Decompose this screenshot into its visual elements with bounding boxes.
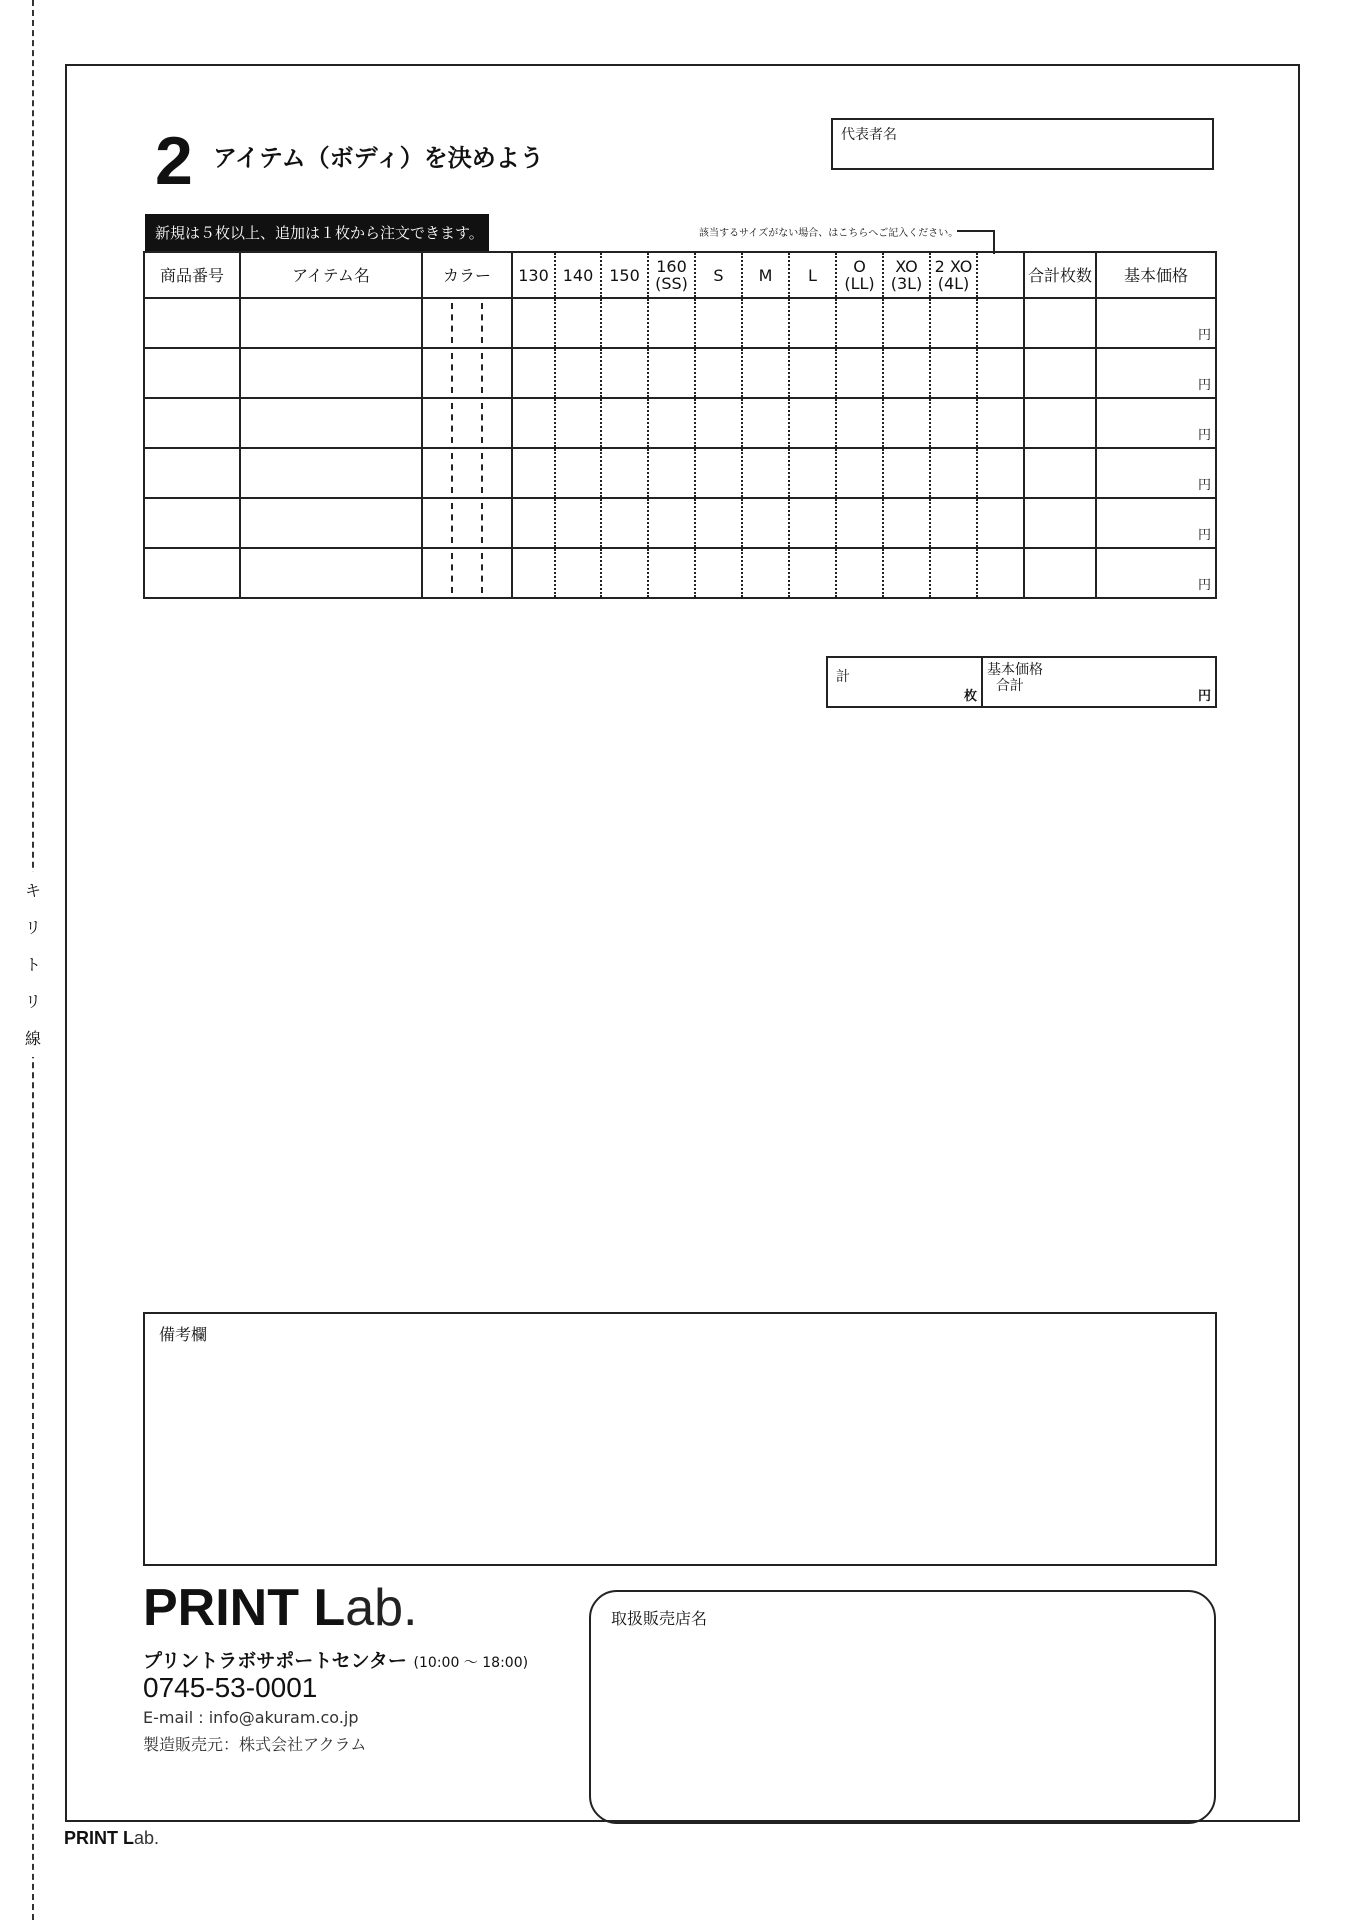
table-cell[interactable] (695, 348, 742, 398)
table-cell[interactable] (601, 448, 648, 498)
table-cell[interactable] (836, 448, 883, 498)
table-cell[interactable] (789, 298, 836, 348)
table-cell[interactable] (977, 298, 1024, 348)
table-cell[interactable] (648, 298, 695, 348)
brand-logo: PRINT Lab. (143, 1579, 418, 1637)
table-row (144, 398, 1216, 448)
table-cell[interactable] (1024, 498, 1096, 548)
manufacturer: 製造販売元：株式会社アクラム (143, 1735, 367, 1754)
table-cell[interactable] (422, 398, 512, 448)
table-cell[interactable] (742, 448, 789, 498)
table-cell[interactable] (836, 298, 883, 348)
remarks-field[interactable]: 備考欄 (143, 1312, 1217, 1566)
table-cell[interactable] (789, 548, 836, 598)
table-cell[interactable] (512, 398, 555, 448)
header-size-s: S (695, 252, 742, 298)
table-cell[interactable] (695, 548, 742, 598)
table-cell[interactable] (1096, 448, 1216, 498)
table-cell[interactable] (1096, 398, 1216, 448)
table-cell[interactable] (836, 548, 883, 598)
table-cell[interactable] (883, 298, 930, 348)
table-cell[interactable] (555, 498, 601, 548)
item-table (143, 251, 1217, 599)
total-qty-box[interactable]: 計 枚 (826, 656, 983, 708)
table-cell[interactable] (742, 548, 789, 598)
header-size-o: O (LL) (836, 252, 883, 298)
table-cell[interactable] (977, 498, 1024, 548)
table-cell[interactable] (601, 498, 648, 548)
table-cell[interactable] (422, 298, 512, 348)
table-cell[interactable] (555, 548, 601, 598)
header-size-160: 160 (SS) (648, 252, 695, 298)
header-product-no: 商品番号 (144, 252, 240, 298)
support-email: E-mail : info@akuram.co.jp (143, 1708, 359, 1727)
table-cell[interactable] (144, 298, 240, 348)
table-cell[interactable] (883, 498, 930, 548)
table-cell[interactable] (883, 348, 930, 398)
table-cell[interactable] (144, 548, 240, 598)
table-cell[interactable] (648, 548, 695, 598)
table-cell[interactable] (883, 398, 930, 448)
support-phone: 0745-53-0001 (143, 1672, 318, 1703)
table-cell[interactable] (1096, 498, 1216, 548)
table-cell[interactable] (977, 448, 1024, 498)
table-cell[interactable] (601, 348, 648, 398)
table-cell[interactable] (555, 348, 601, 398)
table-cell[interactable] (240, 398, 422, 448)
table-cell[interactable] (742, 348, 789, 398)
header-size-xo: XO (3L) (883, 252, 930, 298)
table-cell[interactable] (601, 548, 648, 598)
table-cell[interactable] (144, 398, 240, 448)
table-cell[interactable] (648, 348, 695, 398)
table-cell[interactable] (555, 298, 601, 348)
yen-unit: 円 (1197, 528, 1211, 543)
table-cell[interactable] (555, 448, 601, 498)
table-cell[interactable] (648, 498, 695, 548)
table-cell[interactable] (512, 348, 555, 398)
yen-unit: 円 (1197, 378, 1211, 393)
table-cell[interactable] (977, 548, 1024, 598)
table-cell[interactable] (930, 448, 977, 498)
table-cell[interactable] (977, 398, 1024, 448)
table-cell[interactable] (422, 448, 512, 498)
table-cell[interactable] (930, 398, 977, 448)
header-size-m: M (742, 252, 789, 298)
order-sheet (65, 64, 1300, 1822)
table-row (144, 348, 1216, 398)
table-cell[interactable] (240, 348, 422, 398)
yen-unit: 円 (1197, 328, 1211, 343)
table-cell[interactable] (789, 498, 836, 548)
table-header-row (144, 252, 1216, 298)
header-color: カラー (422, 252, 512, 298)
representative-field[interactable]: 代表者名 (831, 118, 1214, 170)
table-cell[interactable] (836, 348, 883, 398)
table-cell[interactable] (144, 448, 240, 498)
table-cell[interactable] (883, 548, 930, 598)
dealer-name-field[interactable]: 取扱販売店名 (589, 1590, 1216, 1824)
table-cell[interactable] (836, 398, 883, 448)
table-cell[interactable] (789, 348, 836, 398)
table-cell[interactable] (240, 498, 422, 548)
table-cell[interactable] (930, 298, 977, 348)
table-cell[interactable] (1024, 448, 1096, 498)
table-cell[interactable] (695, 398, 742, 448)
header-item-name: アイテム名 (240, 252, 422, 298)
table-cell[interactable] (1096, 298, 1216, 348)
header-total-qty: 合計枚数 (1024, 252, 1096, 298)
table-cell[interactable] (648, 398, 695, 448)
table-cell[interactable] (1024, 398, 1096, 448)
yen-unit: 円 (1197, 428, 1211, 443)
table-cell[interactable] (930, 548, 977, 598)
header-size-l: L (789, 252, 836, 298)
order-notice: 新規は５枚以上、追加は１枚から注文できます。 (145, 214, 489, 252)
table-cell[interactable] (240, 548, 422, 598)
table-cell[interactable] (883, 448, 930, 498)
table-cell[interactable] (742, 498, 789, 548)
table-cell[interactable] (742, 298, 789, 348)
table-cell[interactable] (742, 398, 789, 448)
header-size-130: 130 (512, 252, 555, 298)
header-size-custom (977, 252, 1024, 298)
table-row (144, 498, 1216, 548)
table-cell[interactable] (240, 298, 422, 348)
table-cell[interactable] (240, 448, 422, 498)
support-center: プリントラボサポートセンター (10:00 〜 18:00) (143, 1650, 529, 1672)
cut-label: キ リ ト リ 線 (18, 872, 48, 1057)
table-cell[interactable] (601, 398, 648, 448)
table-cell[interactable] (695, 498, 742, 548)
footer-logo: PRINT Lab. (64, 1828, 160, 1848)
header-size-2xo: 2 XO (4L) (930, 252, 977, 298)
table-cell[interactable] (1096, 548, 1216, 598)
table-cell[interactable] (648, 448, 695, 498)
table-row (144, 448, 1216, 498)
table-cell[interactable] (422, 348, 512, 398)
table-cell[interactable] (144, 348, 240, 398)
table-cell[interactable] (422, 548, 512, 598)
table-cell[interactable] (512, 298, 555, 348)
yen-unit: 円 (1197, 478, 1211, 493)
step-number: 2 (155, 123, 193, 199)
table-cell[interactable] (977, 348, 1024, 398)
table-cell[interactable] (1024, 298, 1096, 348)
table-cell[interactable] (555, 398, 601, 448)
table-cell[interactable] (789, 448, 836, 498)
table-cell[interactable] (512, 448, 555, 498)
table-cell[interactable] (789, 398, 836, 448)
yen-unit: 円 (1197, 578, 1211, 593)
table-cell[interactable] (422, 498, 512, 548)
header-base-price: 基本価格 (1096, 252, 1216, 298)
table-cell[interactable] (930, 348, 977, 398)
base-price-total-box[interactable]: 基本価格 合計 円 (983, 656, 1217, 708)
step-title: アイテム（ボディ）を決めよう (213, 144, 544, 172)
table-cell[interactable] (601, 298, 648, 348)
table-cell[interactable] (1024, 548, 1096, 598)
table-cell[interactable] (930, 498, 977, 548)
table-cell[interactable] (695, 448, 742, 498)
header-size-150: 150 (601, 252, 648, 298)
table-row (144, 548, 1216, 598)
table-row (144, 298, 1216, 348)
size-note: 該当するサイズがない場合、はこちらへご記入ください。 (699, 228, 959, 239)
table-cell[interactable] (512, 548, 555, 598)
table-cell[interactable] (836, 498, 883, 548)
table-cell[interactable] (1024, 348, 1096, 398)
table-cell[interactable] (1096, 348, 1216, 398)
header-size-140: 140 (555, 252, 601, 298)
table-cell[interactable] (144, 498, 240, 548)
table-cell[interactable] (512, 498, 555, 548)
table-cell[interactable] (695, 298, 742, 348)
